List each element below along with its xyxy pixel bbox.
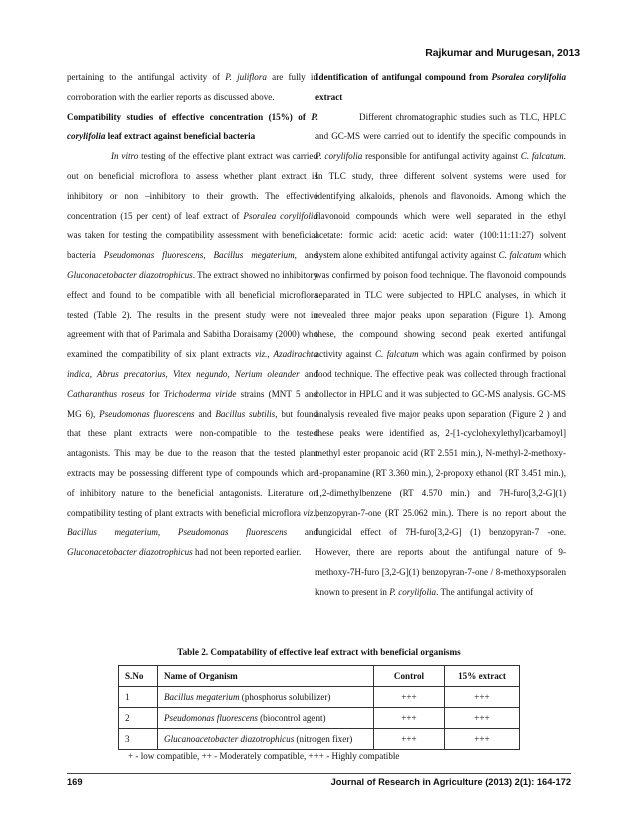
table-title: Table 2. Compatability of effective leaf extract with beneficial organisms	[177, 647, 461, 657]
section-heading-identification: Identification of antifungal compound from Psoralea corylifolia extract	[315, 72, 567, 102]
left-column	[67, 68, 318, 563]
cell-organism: Glucanoacetobacter diazotrophicus (nitrogen fixer)	[158, 729, 374, 750]
cell-extract: +++	[445, 708, 520, 729]
cell-organism: Pseudomonas fluorescens (biocontrol agent)	[158, 708, 374, 729]
right-column	[315, 68, 566, 603]
column-header-sno: S.No	[119, 666, 158, 687]
cell-sno: 3	[119, 729, 158, 750]
cell-sno: 1	[119, 687, 158, 708]
cell-organism: Bacillus megaterium (phosphorus solubilizer)	[158, 687, 374, 708]
running-head: Rajkumar and Murugesan, 2013	[425, 47, 580, 59]
cell-sno: 2	[119, 708, 158, 729]
cell-control: +++	[374, 708, 445, 729]
footer-divider	[67, 773, 571, 774]
paragraph-compatibility: In vitro testing of the effective plant extract was carried out on beneficial microflora to assess whether plant extract is inhibitory or non –inhibitory to their growth. The effective concentration (15 per cent) of leaf extract of Psoralea corylifolia was taken for testing the compatibility assessment with beneficial bacteria Pseudomonas fluorescens, Bacillus megaterium, and Gluconacetobacter diazotrophicus. The extract showed no inhibitory effect and found to be compatible with all beneficial microflora tested (Table 2). The results in the present study were not in agreement with that of Parimala and Sabitha Doraisamy (2000) who examined the compatibility of six plant extracts viz., Azadirachta indica, Abrus precatorius, Vitex negundo, Nerium oleander and Catharanthus roseus for Trichoderma viride strains (MNT 5 and MG 6), Pseudomonas fluorescens and Bacillus subtilis, but found that these plant extracts were non-compatible to the tested antagonists. This may be due to the reason that the tested plant extracts may be possessing different type of compounds which are of inhibitory nature to the beneficial antagonists. Literature on compatibility testing of plant extracts with beneficial microflora viz., Bacillus megaterium, Pseudomonas fluorescens and Gluconacetobacter diazotrophicus had not been reported earlier.	[67, 151, 319, 558]
table-header-row	[119, 666, 520, 687]
table-row	[119, 708, 520, 729]
paragraph-continued: pertaining to the antifungal activity of P. juliflora are fully in corroboration with the earlier reports as discussed above.	[67, 72, 318, 102]
column-header-organism: Name of Organism	[158, 666, 374, 687]
paragraph-identification: Different chromatographic studies such as TLC, HPLC and GC-MS were carried out to identify the specific compounds in P. corylifolia responsible for antifungal activity against C. falcatum. In TLC study, three different solvent systems were used for identifying alkaloids, phenols and flavonoids. Among which the flavonoid compounds which were well separated in the ethyl acetate: formic acid: acetic acid: water (100:11:11:27) solvent system alone exhibited antifungal activity against C. falcatum which was confirmed by poison food technique. The flavonoid compounds separated in TLC were subjected to HPLC analyses, in which it revealed three major peaks upon separation (Figure 1). Among these, the compound showing second peak exerted antifungal activity against C. falcatum which was again confirmed by poison food technique. The effective peak was collected through fractional collector in HPLC and it was subjected to GC-MS analysis. GC-MS analysis revealed five major peaks upon separation (Figure 2 ) and these peaks were identified as, 2-[1-cyclohexylethyl)carbamoyl] methyl ester propanoic acid (RT 2.551 min.), N-methyl-2-methoxy-1-propanamine (RT 3.360 min.), 2-propoxy ethanol (RT 3.451 min.), 1,2-dimethylbenzene (RT 4.570 min.) and 7H-furo[3,2-G](1) benzopyran-7-one (RT 25.062 min.). There is no report about the fungicidal effect of 7H-furo[3,2-G] (1) benzopyran-7 -one. However, there are reports about the antifungal nature of 9-methoxy-7H-furo [3,2-G](1) benzopyran-7-one / 8-methoxypsoralen known to present in P. corylifolia. The antifungal activity of	[315, 111, 567, 597]
section-heading-compatibility: Compatibility studies of effective concentration (15%) of P. corylifolia leaf extract against beneficial bacteria	[67, 111, 318, 142]
table-legend: + - low compatible, ++ - Moderately compatible, +++ - Highly compatible	[128, 751, 400, 761]
page-number: 169	[67, 777, 83, 787]
table-row	[119, 729, 520, 750]
cell-control: +++	[374, 687, 445, 708]
table-row	[119, 687, 520, 708]
journal-citation: Journal of Research in Agriculture (2013) 2(1): 164-172	[330, 777, 571, 787]
column-header-extract: 15% extract	[445, 666, 520, 687]
cell-control: +++	[374, 729, 445, 750]
cell-extract: +++	[445, 687, 520, 708]
cell-extract: +++	[445, 729, 520, 750]
compatibility-table	[118, 665, 520, 750]
column-header-control: Control	[374, 666, 445, 687]
